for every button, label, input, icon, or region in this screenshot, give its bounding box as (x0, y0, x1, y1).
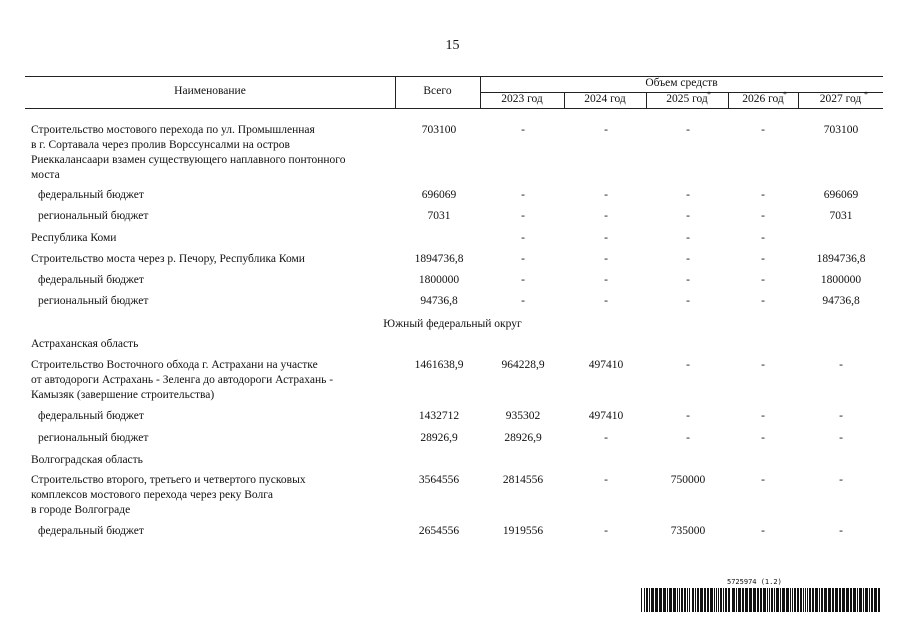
row-name-line: региональный бюджет (38, 295, 149, 307)
row-name-line: Строительство моста через р. Печору, Республика Коми (31, 253, 305, 265)
year-cell: 94736,8 (822, 295, 860, 307)
year-cell: - (761, 210, 765, 222)
total-cell: 2654556 (418, 525, 460, 537)
year-cell: - (686, 274, 690, 286)
year-cell: 1800000 (820, 274, 862, 286)
year-cell: - (761, 232, 765, 244)
year-cell: - (839, 432, 843, 444)
row-name-line: федеральный бюджет (38, 189, 144, 201)
year-cell: - (686, 359, 690, 371)
year-cell: 703100 (823, 124, 859, 136)
total-cell: 703100 (421, 124, 457, 136)
year-cell: - (521, 232, 525, 244)
year-cell: 497410 (588, 359, 624, 371)
year-cell: - (761, 274, 765, 286)
footnote-mark-2026: * (783, 90, 787, 99)
total-cell: 1461638,9 (414, 359, 464, 371)
section-heading: Южный федеральный округ (383, 318, 522, 330)
header-total: Всего (423, 85, 452, 97)
year-cell: 28926,9 (504, 432, 542, 444)
row-name-line: Республика Коми (31, 232, 117, 244)
total-cell: 1800000 (418, 274, 460, 286)
year-cell: - (686, 432, 690, 444)
year-cell: - (686, 124, 690, 136)
row-name (38, 188, 400, 203)
year-cell: 497410 (588, 410, 624, 422)
barcode-image (641, 588, 883, 612)
year-cell: - (604, 189, 608, 201)
year-cell: - (761, 474, 765, 486)
year-cell: - (521, 274, 525, 286)
year-cell: - (761, 124, 765, 136)
row-name-line: федеральный бюджет (38, 410, 144, 422)
row-name-line: Строительство мостового перехода по ул. Промышленная (31, 124, 315, 136)
year-cell: - (521, 210, 525, 222)
year-cell: - (761, 189, 765, 201)
row-name (38, 209, 400, 224)
barcode-label: 5725974 (1.2) (727, 578, 782, 586)
total-cell: 3564556 (418, 474, 460, 486)
row-name-line: региональный бюджет (38, 210, 149, 222)
year-cell: 2814556 (502, 474, 544, 486)
row-name-line: Риеккалансаари взамен существующего наплавного понтонного (31, 154, 346, 166)
year-cell: 735000 (670, 525, 706, 537)
row-name-line: Строительство второго, третьего и четвертого пусковых (31, 474, 306, 486)
year-cell: - (604, 232, 608, 244)
row-name-line: в г. Сортавала через пролив Ворссунсалми на остров (31, 139, 290, 151)
year-cell: - (521, 253, 525, 265)
year-cell: 7031 (829, 210, 853, 222)
year-cell: - (839, 359, 843, 371)
header-bottom-rule (25, 108, 883, 109)
year-cell: - (686, 295, 690, 307)
header-name: Наименование (174, 85, 246, 97)
year-cell: - (761, 525, 765, 537)
year-cell: - (686, 232, 690, 244)
row-name-line: в городе Волгограде (31, 504, 131, 516)
total-cell: 7031 (427, 210, 451, 222)
year-cell: - (604, 525, 608, 537)
row-name-line: Камызяк (завершение строительства) (31, 389, 215, 401)
year-cell: - (604, 432, 608, 444)
year-cell: - (686, 210, 690, 222)
header-year-2027: 2027 год (819, 93, 862, 105)
year-cell: - (761, 295, 765, 307)
row-name-line: региональный бюджет (38, 432, 149, 444)
year-cell: - (686, 410, 690, 422)
year-cell: - (761, 410, 765, 422)
year-cell: 750000 (670, 474, 706, 486)
row-name-line: от автодороги Астрахань - Зеленга до автодороги Астрахань - (31, 374, 334, 386)
row-name-line: моста (31, 169, 60, 181)
year-cell: - (604, 253, 608, 265)
year-cell: - (686, 253, 690, 265)
year-cell: - (839, 525, 843, 537)
year-cell: - (604, 274, 608, 286)
year-cell: - (604, 210, 608, 222)
year-cell: - (839, 410, 843, 422)
row-name (31, 252, 393, 267)
total-cell: 1894736,8 (414, 253, 464, 265)
year-cell: - (761, 432, 765, 444)
year-cell: 1894736,8 (816, 253, 866, 265)
header-funds: Объем средств (645, 77, 718, 89)
row-name-line: федеральный бюджет (38, 525, 144, 537)
total-cell: 28926,9 (420, 432, 458, 444)
row-name-line: Строительство Восточного обхода г. Астрахани на участке (31, 359, 318, 371)
header-year-2026: 2026 год (742, 93, 784, 105)
row-name-line: Астраханская область (31, 338, 139, 350)
row-name-line: комплексов мостового перехода через реку Волга (31, 489, 274, 501)
year-cell: - (604, 124, 608, 136)
year-cell: 935302 (505, 410, 541, 422)
year-cell: 696069 (823, 189, 859, 201)
page-number: 15 (445, 38, 460, 53)
row-name (38, 409, 400, 424)
year-cell: - (761, 253, 765, 265)
header-year-2024: 2024 год (584, 93, 626, 105)
header-year-2023: 2023 год (501, 93, 543, 105)
row-name (31, 231, 393, 246)
row-name (31, 358, 393, 403)
year-cell: - (686, 189, 690, 201)
year-cell: - (761, 359, 765, 371)
year-cell: - (521, 295, 525, 307)
year-cell: - (604, 474, 608, 486)
total-cell: 696069 (421, 189, 457, 201)
year-cell: - (604, 295, 608, 307)
year-cell: - (839, 474, 843, 486)
year-cell: - (521, 189, 525, 201)
row-name (38, 431, 400, 446)
row-name (31, 473, 393, 518)
row-name (38, 294, 400, 309)
footnote-mark-2027: * (864, 90, 868, 99)
row-name-line: Волгоградская область (31, 454, 143, 466)
header-year-2025: 2025 год (666, 93, 708, 105)
year-cell: 1919556 (502, 525, 544, 537)
year-cell: 964228,9 (501, 359, 545, 371)
row-name (31, 453, 393, 468)
total-cell: 94736,8 (420, 295, 458, 307)
total-cell: 1432712 (418, 410, 460, 422)
row-name (31, 337, 393, 352)
year-cell: - (521, 124, 525, 136)
row-name (31, 123, 393, 183)
row-name-line: федеральный бюджет (38, 274, 144, 286)
footnote-mark-2025: * (707, 90, 711, 99)
row-name (38, 524, 400, 539)
row-name (38, 273, 400, 288)
